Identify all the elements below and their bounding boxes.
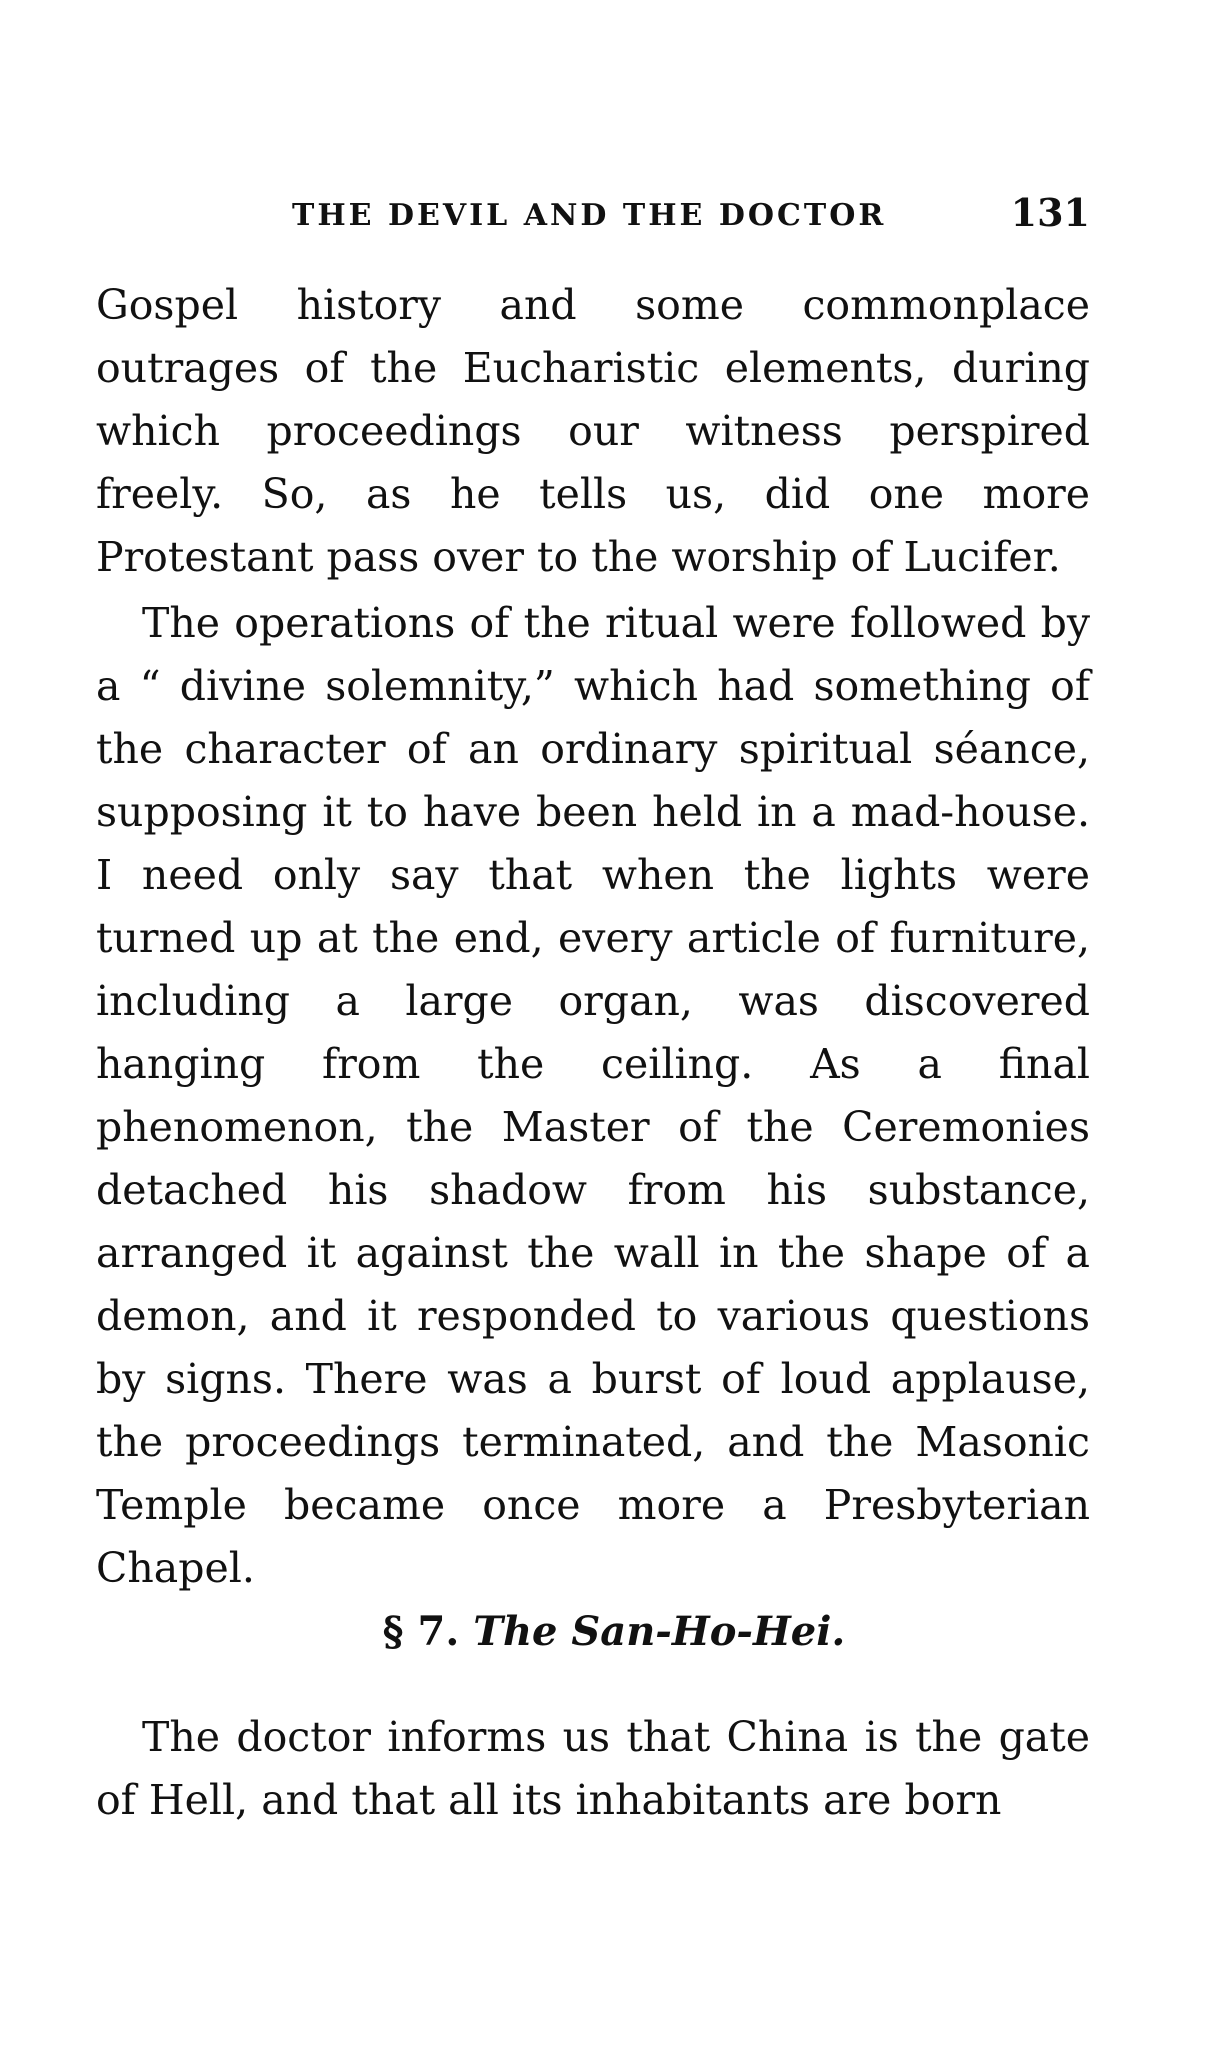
section-number: § 7. — [382, 1608, 460, 1655]
paragraph-2: The operations of the ritual were followed by a “ divine solemnity,” which had something of the character of an ordinary spiritual séance, supposing it to have been held in a mad-house. I need only say that when the lights were turned up at the end, every article of furniture, including a large organ, was discovered hanging from the ceiling. As a final phenomenon, the Master of the Ceremonies detached his shadow from his substance, arranged it against the wall in the shape of a demon, and it responded to various questions by signs. There was a burst of loud applause, the proceedings terminated, and the Masonic Temple became once more a Presbyterian Chapel. — [96, 599, 1090, 1592]
section-heading — [0, 1602, 1228, 1662]
paragraph-3: The doctor informs us that China is the gate of Hell, and that all its inhabitants are born — [96, 1713, 1090, 1824]
page-header — [96, 190, 1090, 250]
section-title: The San-Ho-Hei. — [473, 1608, 846, 1655]
paragraph-1: Gospel history and some commonplace outrages of the Eucharistic elements, during which proceedings our witness perspired freely. So, as he tells us, did one more Protestant pass over to the worship of Lucifer. — [96, 281, 1090, 581]
running-title: THE DEVIL AND THE DOCTOR — [292, 198, 887, 233]
page-number: 131 — [1010, 190, 1090, 235]
